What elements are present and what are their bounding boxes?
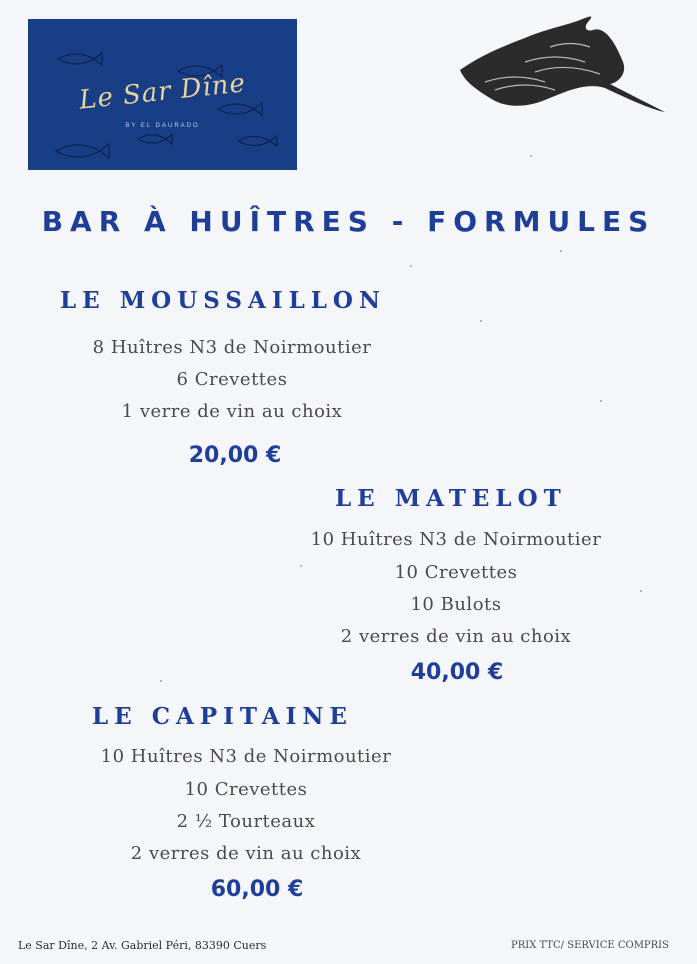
formula-item: 2 ½ Tourteaux — [176, 811, 316, 832]
texture-speck — [160, 680, 162, 682]
formula-item: 2 verres de vin au choix — [340, 626, 572, 647]
texture-speck — [480, 320, 482, 322]
footer-price-note: PRIX TTC/ SERVICE COMPRIS — [510, 940, 669, 951]
formula-heading-matelot: LE MATELOT — [335, 485, 567, 512]
logo-subtitle: BY EL DAURADO — [125, 123, 200, 129]
formula-heading-moussaillon: LE MOUSSAILLON — [60, 287, 386, 314]
logo-name: Le Sar Dîne — [77, 68, 248, 116]
manta-ray-icon — [455, 12, 670, 122]
formula-item: 8 Huîtres N3 de Noirmoutier — [92, 337, 372, 358]
formula-item: 10 Crevettes — [394, 562, 518, 583]
formula-item: 10 Crevettes — [184, 779, 308, 800]
texture-speck — [560, 250, 562, 252]
formula-item: 6 Crevettes — [176, 369, 288, 390]
texture-speck — [530, 155, 532, 157]
formula-price: 60,00 € — [210, 877, 304, 902]
formula-item: 10 Huîtres N3 de Noirmoutier — [100, 746, 392, 767]
formula-item: 2 verres de vin au choix — [130, 843, 362, 864]
formula-item: 10 Bulots — [410, 594, 502, 615]
formula-price: 40,00 € — [410, 660, 504, 685]
formula-price: 20,00 € — [188, 443, 282, 468]
formula-item: 1 verre de vin au choix — [121, 401, 343, 422]
formula-item: 10 Huîtres N3 de Noirmoutier — [310, 529, 602, 550]
texture-speck — [410, 265, 412, 267]
formula-heading-capitaine: LE CAPITAINE — [92, 703, 353, 730]
page-title: BAR À HUÎTRES - FORMULES — [41, 205, 656, 238]
footer-address: Le Sar Dîne, 2 Av. Gabriel Péri, 83390 Cuers — [18, 939, 267, 952]
restaurant-logo — [28, 19, 297, 170]
texture-speck — [600, 400, 602, 402]
texture-speck — [640, 590, 642, 592]
